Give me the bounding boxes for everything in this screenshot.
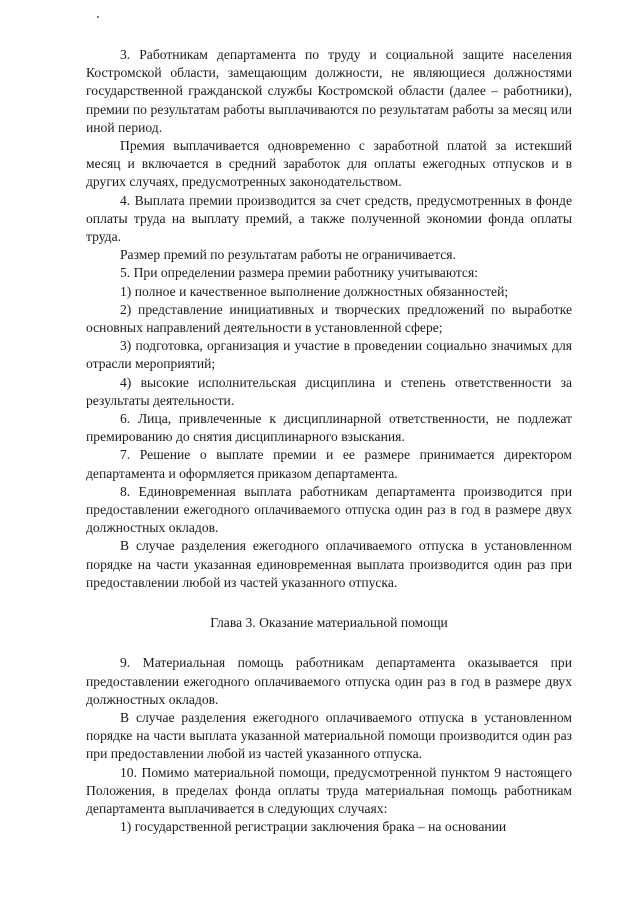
paragraph-8-split: В случае разделения ежегодного оплачиваемого отпуска в установленном порядке на части указанная единовременная выплата производится один раз при предоставлении любой из частей указанного отпуска. (86, 538, 572, 590)
list-item-1: 1) полное и качественное выполнение должностных обязанностей; (120, 283, 509, 299)
scan-speck (97, 16, 99, 18)
document-page (86, 46, 572, 836)
paragraph-bonus-payment: Премия выплачивается одновременно с заработной платой за истекший месяц и включается в средний заработок для оплаты ежегодных отпусков и в других случаях, предусмотренных законодательством. (86, 138, 572, 190)
paragraph-9-split: В случае разделения ежегодного оплачиваемого отпуска в установленном порядке на части выплата указанной материальной помощи производится один раз при предоставлении любой из частей указанного отпуска. (86, 709, 572, 762)
paragraph-bonus-limit: Размер премий по результатам работы не ограничивается. (120, 247, 456, 263)
paragraph-8: 8. Единовременная выплата работникам департамента производится при предоставлении ежегодного оплачиваемого отпуска один раз в год в размере двух должностных окладов. (86, 483, 572, 536)
paragraph-7: 7. Решение о выплате премии и ее размере принимается директором департамента и оформляется приказом департамента. (86, 447, 572, 481)
chapter-title: Глава 3. Оказание материальной помощи (210, 615, 448, 631)
list-item-marriage: 1) государственной регистрации заключения брака – на основании (120, 819, 507, 835)
paragraph-4: 4. Выплата премии производится за счет средств, предусмотренных в фонде оплаты труда на выплату премий, а также полученной экономии фонда оплаты труда. (86, 192, 572, 245)
section-before (86, 46, 572, 592)
paragraph-5: 5. При определении размера премии работнику учитываются: (120, 265, 478, 281)
paragraph-3: 3. Работникам департамента по труду и социальной защите населения Костромской области, замещающим должности, не являющиеся должностями государственной гражданской службы Костромской области (далее – работники), премии по результатам работы выплачиваются по результатам работы за месяц или иной период. (86, 47, 572, 135)
paragraph-10: 10. Помимо материальной помощи, предусмотренной пунктом 9 настоящего Положения, в пределах фонда оплаты труда материальная помощь работникам департамента выплачивается в следующих случаях: (86, 764, 572, 816)
paragraph-9: 9. Материальная помощь работникам департамента оказывается при предоставлении ежегодного оплачиваемого отпуска один раз в год в размере двух должностных окладов. (86, 655, 572, 707)
list-item-3: 3) подготовка, организация и участие в проведении социально значимых для отрасли мероприятий; (86, 338, 572, 372)
paragraph-6: 6. Лица, привлеченные к дисциплинарной ответственности, не подлежат премированию до снятия дисциплинарного взыскания. (86, 411, 572, 445)
list-item-4: 4) высокие исполнительская дисциплина и степень ответственности за результаты деятельности. (86, 374, 572, 408)
section-after (86, 654, 572, 836)
list-item-2: 2) представление инициативных и творческих предложений по выработке основных направлений деятельности в установленной сфере; (86, 301, 572, 336)
